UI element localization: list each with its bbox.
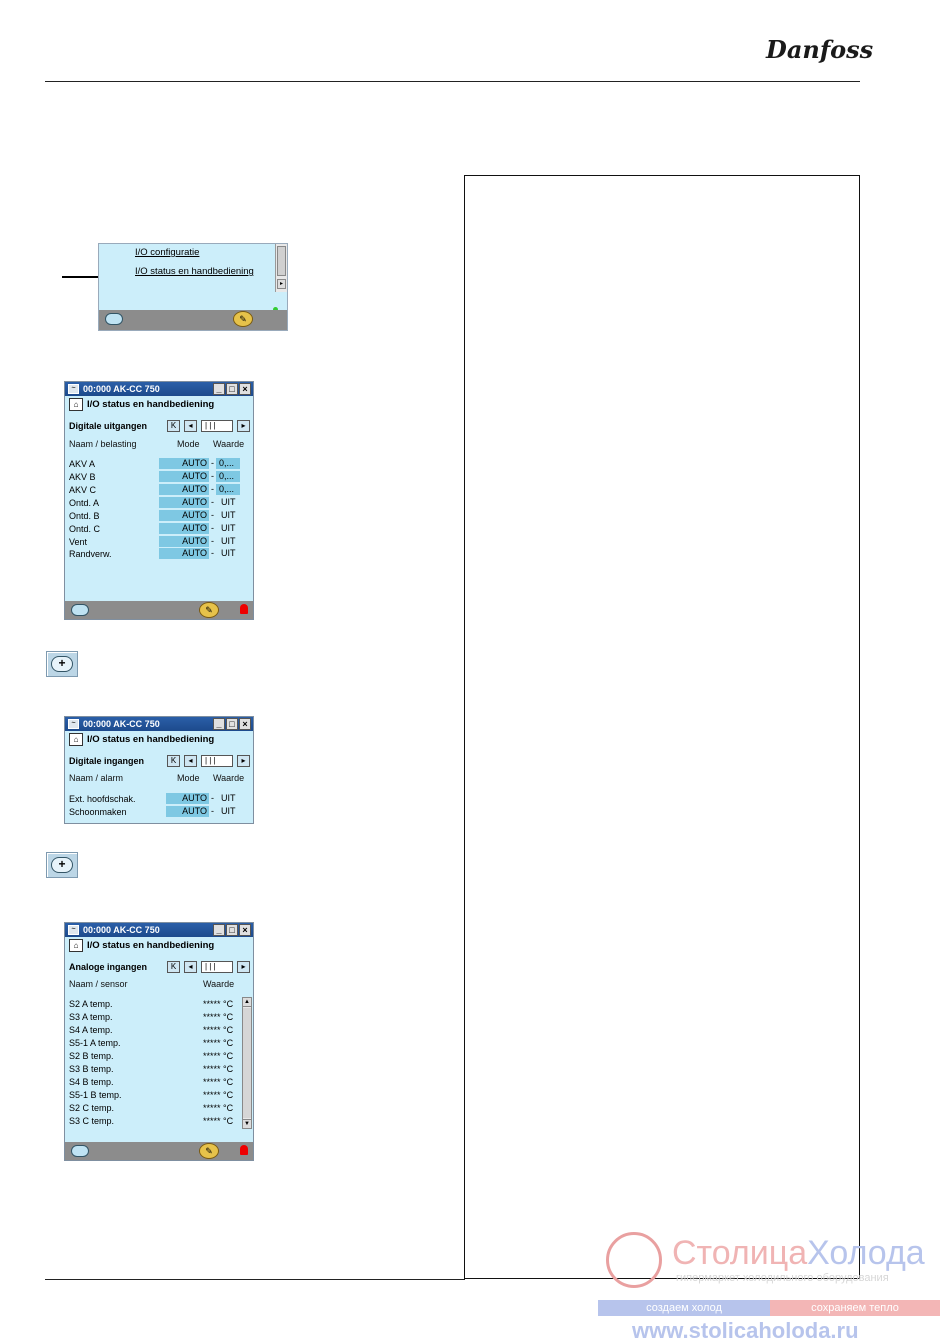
key-icon[interactable]: ✎ [233,311,253,327]
col-mode-header: Mode [177,773,200,783]
row-name: S2 A temp. [69,999,113,1009]
value-text: UIT [221,536,236,546]
row-name: S4 B temp. [69,1077,114,1087]
value-text: ***** °C [203,1038,234,1048]
page-indicator: | | | [201,961,233,973]
value-text: ***** °C [203,1103,234,1113]
page-title: ⌂ I/O status en handbediening [69,939,214,953]
row-name: Schoonmaken [69,807,127,817]
page-indicator: | | | [201,420,233,432]
prev-page-button[interactable]: ◂ [184,420,197,432]
page-title: ⌂ I/O status en handbediening [69,398,214,412]
scroll-up-icon[interactable]: ▲ [244,999,250,1005]
page-indicator: | | | [201,755,233,767]
maximize-button[interactable]: □ [226,718,238,730]
row-name: S2 B temp. [69,1051,114,1061]
row-separator: - [211,793,214,803]
value-text: UIT [221,548,236,558]
alarm-icon[interactable] [240,604,248,614]
value-text: ***** °C [203,1064,234,1074]
mode-field[interactable]: AUTO [159,484,209,495]
row-separator: - [211,458,214,468]
minimize-button[interactable]: _ [213,718,225,730]
first-page-button[interactable]: K [167,755,180,767]
col-value-header: Waarde [213,439,245,449]
minimize-button[interactable]: _ [213,383,225,395]
mode-field[interactable]: AUTO [159,497,209,508]
mode-field[interactable]: AUTO [166,806,209,817]
value-text: ***** °C [203,1090,234,1100]
mode-field[interactable]: AUTO [159,471,209,482]
app-icon: ~ [68,384,79,394]
mode-field[interactable]: AUTO [166,793,209,804]
row-separator: - [211,548,214,558]
home-icon[interactable]: ⌂ [69,939,83,952]
watermark-url: www.stolicaholoda.ru [632,1318,859,1343]
home-icon[interactable]: ⌂ [69,398,83,411]
watermark-slogan-right: сохраняем тепло [770,1300,940,1316]
footer-rule [45,1279,465,1280]
value-field[interactable]: 0,... [216,471,240,482]
status-bar [65,601,253,619]
row-name: Ontd. C [69,524,101,534]
key-icon[interactable]: ✎ [199,602,219,618]
col-mode-header: Mode [177,439,200,449]
next-page-button[interactable]: ▸ [237,961,250,973]
scroll-thumb[interactable] [243,1008,251,1118]
key-icon[interactable]: ✎ [199,1143,219,1159]
alarm-icon[interactable] [240,1145,248,1155]
value-text: ***** °C [203,1051,234,1061]
back-icon[interactable] [71,1145,89,1157]
minimize-button[interactable]: _ [213,924,225,936]
home-icon[interactable]: ⌂ [69,733,83,746]
value-text: ***** °C [203,999,234,1009]
prev-page-button[interactable]: ◂ [184,961,197,973]
status-bar [99,310,287,330]
status-bar [65,1142,253,1160]
col-name-header: Naam / sensor [69,979,128,989]
next-group-button[interactable] [46,651,78,677]
row-name: S3 B temp. [69,1064,114,1074]
col-value-header: Waarde [213,773,245,783]
back-icon[interactable] [105,313,123,325]
row-name: Ext. hoofdschak. [69,794,136,804]
mode-field[interactable]: AUTO [159,510,209,521]
value-field[interactable]: 0,... [216,484,240,495]
window-digital-inputs [64,716,254,824]
app-icon: ~ [68,719,79,729]
row-name: S3 A temp. [69,1012,113,1022]
col-name-header: Naam / alarm [69,773,124,783]
value-field[interactable]: 0,... [216,458,240,469]
svg-text:Danfoss: Danfoss [766,35,874,64]
next-group-button[interactable] [46,852,78,878]
row-name: AKV B [69,472,96,482]
group-title: Digitale ingangen [69,756,145,766]
row-separator: - [211,510,214,520]
row-name: S3 C temp. [69,1116,115,1126]
row-name: S4 A temp. [69,1025,113,1035]
window-digital-outputs [64,381,254,620]
app-icon: ~ [68,925,79,935]
mode-field[interactable]: AUTO [159,523,209,534]
value-text: UIT [221,806,236,816]
row-name: Randverw. [69,549,112,559]
value-text: ***** °C [203,1116,234,1126]
plus-icon: + [51,857,73,873]
value-text: ***** °C [203,1077,234,1087]
row-name: S5-1 B temp. [69,1090,122,1100]
watermark-title: СтолицаХолода [672,1234,925,1272]
header-rule [45,81,860,82]
menu-item-io-config[interactable]: I/O configuratie [135,247,200,258]
watermark-globe-icon [606,1232,662,1288]
row-separator: - [211,523,214,533]
next-page-button[interactable]: ▸ [237,755,250,767]
scroll-down-icon[interactable]: ▼ [244,1121,250,1127]
row-separator: - [211,497,214,507]
row-name: Ontd. A [69,498,100,508]
next-page-button[interactable]: ▸ [237,420,250,432]
plus-icon: + [51,656,73,672]
notes-box [464,175,860,1279]
row-name: Vent [69,537,88,547]
first-page-button[interactable]: K [167,420,180,432]
page-title: ⌂ I/O status en handbediening [69,733,214,747]
back-icon[interactable] [71,604,89,616]
row-name: S5-1 A temp. [69,1038,121,1048]
menu-item-io-status[interactable]: I/O status en handbediening [135,266,254,277]
list-scrollbar[interactable] [242,997,252,1129]
group-title: Digitale uitgangen [69,421,148,431]
value-text: UIT [221,523,236,533]
value-text: UIT [221,497,236,507]
col-value-header: Waarde [203,979,235,989]
row-name: Ontd. B [69,511,100,521]
value-text: ***** °C [203,1012,234,1022]
row-name: S2 C temp. [69,1103,115,1113]
mode-field[interactable]: AUTO [159,458,209,469]
close-button[interactable]: × [239,924,251,936]
watermark-slogan-left: создаем холод [598,1300,770,1316]
row-name: AKV A [69,459,96,469]
value-text: UIT [221,793,236,803]
window-analog-inputs [64,922,254,1161]
row-separator: - [211,484,214,494]
mode-field[interactable]: AUTO [159,536,209,547]
menu-snippet [98,243,288,331]
danfoss-logo [764,30,874,70]
window-titlebar: ~ 00:000 AK-CC 750 _ □ × [65,717,253,731]
maximize-button[interactable]: □ [226,383,238,395]
col-name-header: Naam / belasting [69,439,137,449]
maximize-button[interactable]: □ [226,924,238,936]
watermark-tagline: гипермаркет холодильного оборудования [676,1272,889,1284]
value-text: UIT [221,510,236,520]
close-button[interactable]: × [239,718,251,730]
group-title: Analoge ingangen [69,962,148,972]
first-page-button[interactable]: K [167,961,180,973]
window-titlebar: ~ 00:000 AK-CC 750 _ □ × [65,382,253,396]
value-text: ***** °C [203,1025,234,1035]
row-separator: - [211,806,214,816]
close-button[interactable]: × [239,383,251,395]
row-name: AKV C [69,485,97,495]
menu-scrollbar[interactable]: ▸ [275,244,287,292]
mode-field[interactable]: AUTO [159,548,209,559]
row-separator: - [211,536,214,546]
row-separator: - [211,471,214,481]
prev-page-button[interactable]: ◂ [184,755,197,767]
window-titlebar: ~ 00:000 AK-CC 750 _ □ × [65,923,253,937]
